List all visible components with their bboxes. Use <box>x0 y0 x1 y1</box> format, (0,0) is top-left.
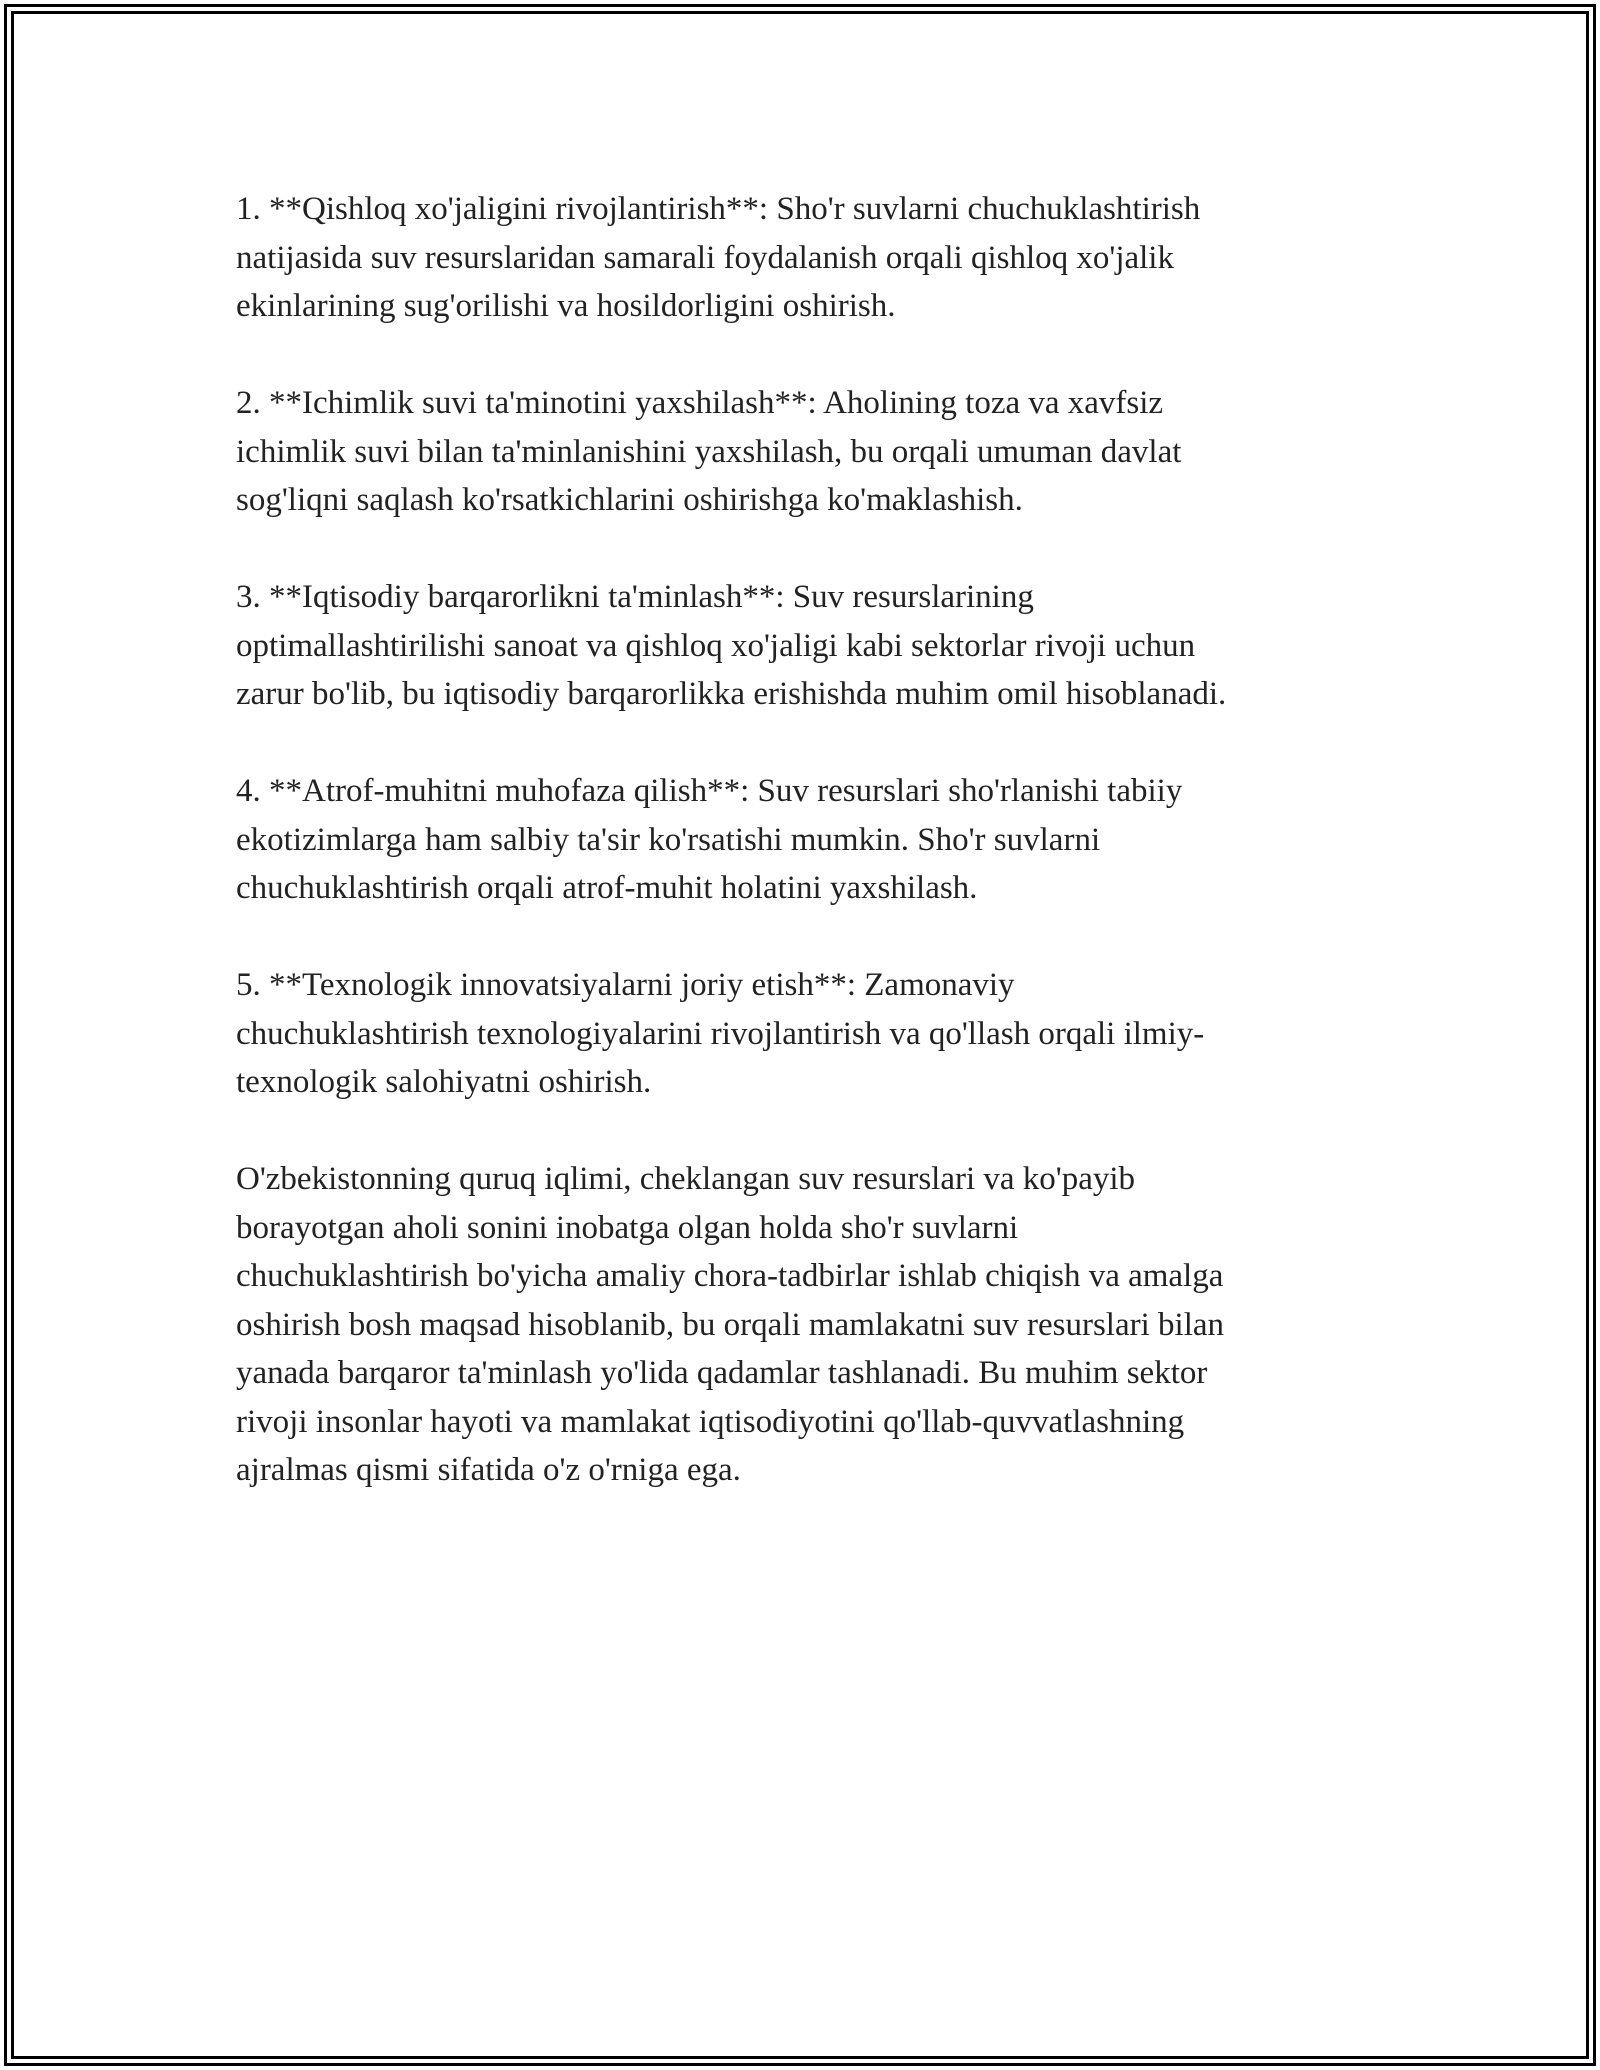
document-body <box>236 185 1356 1543</box>
paragraph-agriculture: 1. **Qishloq xo'jaligini rivojlantirish**: Sho'r suvlarni chuchuklashtirish natijasida suv resurslaridan samarali foydalanish orqali qishloq xo'jalik ekinlarining sug'orilishi va hosildorligini oshirish. <box>236 191 1201 324</box>
paragraph-drinking-water: 2. **Ichimlik suvi ta'minotini yaxshilash**: Aholining toza va xavfsiz ichimlik suvi bilan ta'minlanishini yaxshilash, bu orqali umuman davlat sog'liqni saqlash ko'rsatkichlarini oshirishga ko'maklashish. <box>236 385 1182 518</box>
paragraph-conclusion: O'zbekistonning quruq iqlimi, cheklangan suv resurslari va ko'payib borayotgan aholi sonini inobatga olgan holda sho'r suvlarni chuchuklashtirish bo'yicha amaliy chora-tadbirlar ishlab chiqish va amalga oshirish bosh maqsad hisoblanib, bu orqali mamlakatni suv resurslari bilan yanada barqaror ta'minlash yo'lida qadamlar tashlanadi. Bu muhim sektor rivoji insonlar hayoti va mamlakat iqtisodiyotini qo'llab-quvvatlashning ajralmas qismi sifatida o'z o'rniga ega. <box>236 1161 1225 1488</box>
paragraph-environment: 4. **Atrof-muhitni muhofaza qilish**: Suv resurslari sho'rlanishi tabiiy ekotizimlarga ham salbiy ta'sir ko'rsatishi mumkin. Sho'r suvlarni chuchuklashtirish orqali atrof-muhit holatini yaxshilash. <box>236 773 1183 906</box>
paragraph-technology: 5. **Texnologik innovatsiyalarni joriy etish**: Zamonaviy chuchuklashtirish texnologiyalarini rivojlantirish va qo'llash orqali ilmiy- texnologik salohiyatni oshirish. <box>236 967 1205 1100</box>
paragraph-economic-stability: 3. **Iqtisodiy barqarorlikni ta'minlash**: Suv resurslarining optimallashtirilishi sanoat va qishloq xo'jaligi kabi sektorlar rivoji uchun zarur bo'lib, bu iqtisodiy barqarorlikka erishishda muhim omil hisoblanadi. <box>236 579 1227 712</box>
